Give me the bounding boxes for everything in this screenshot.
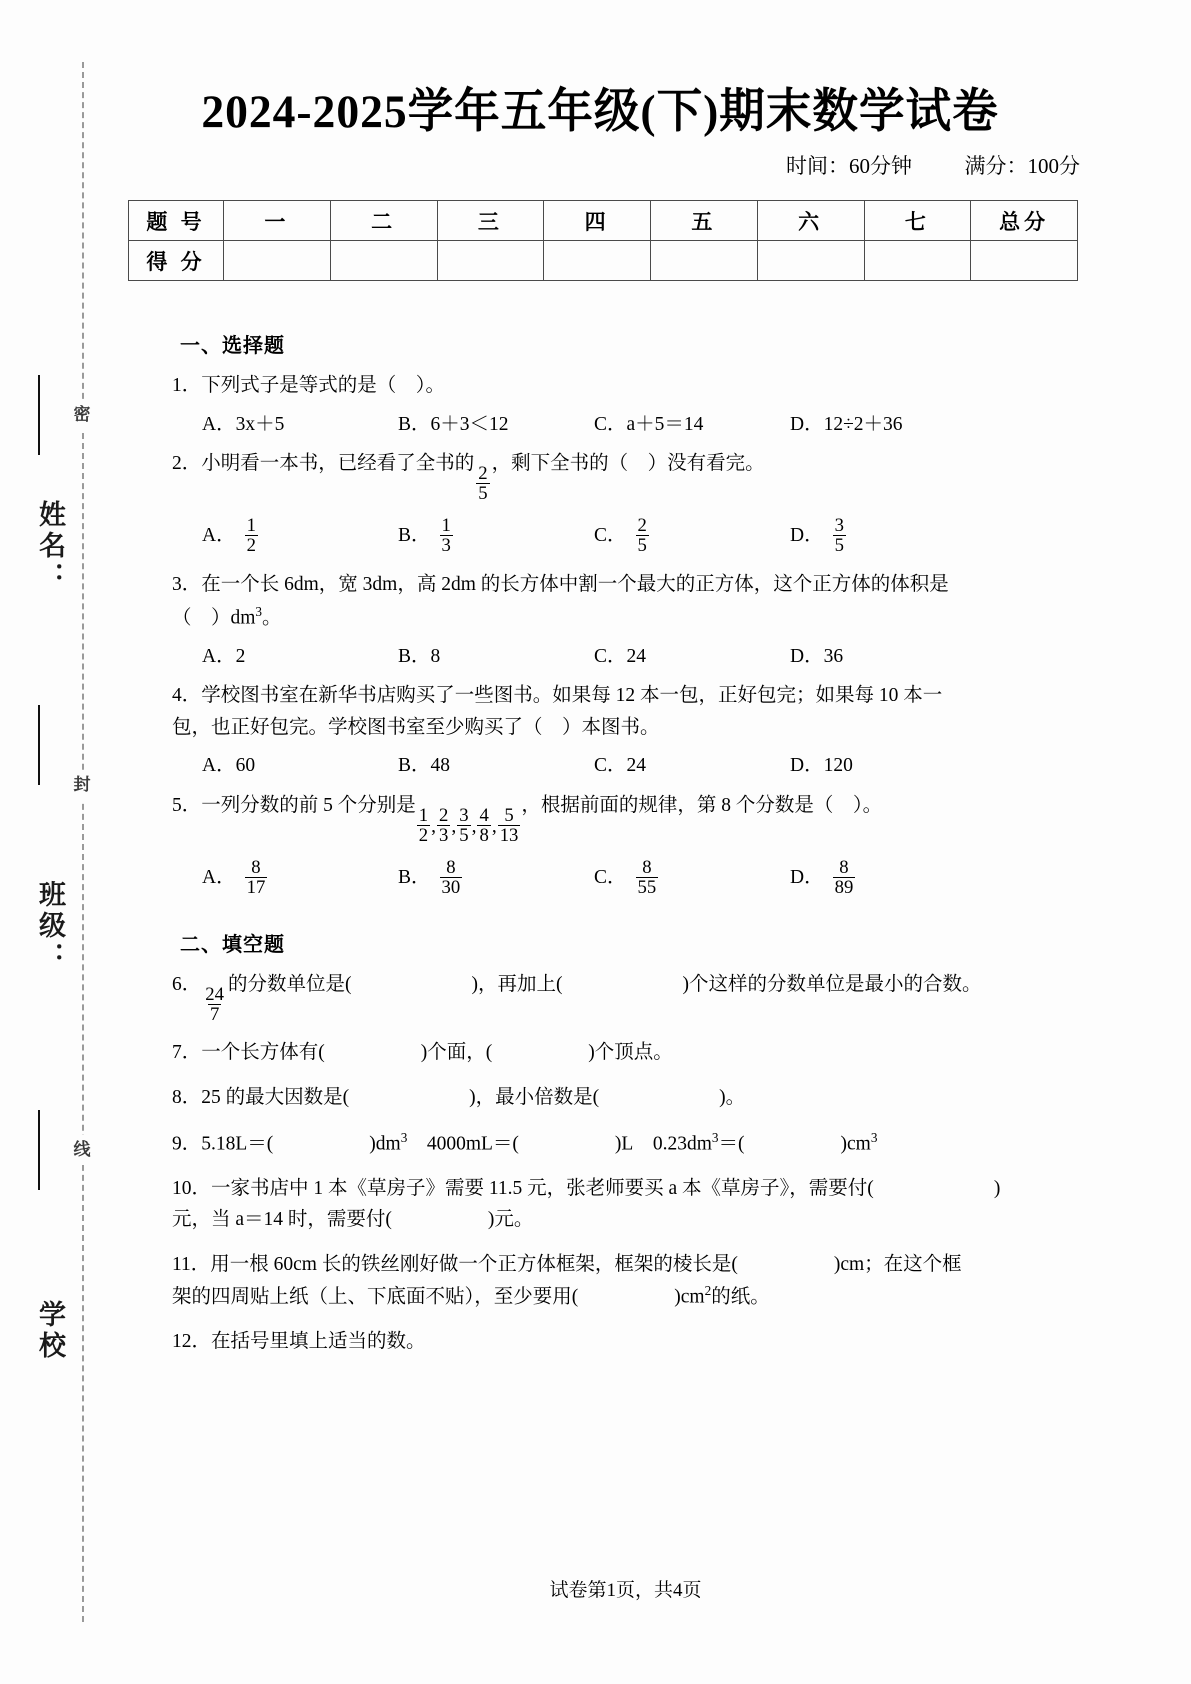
sealing-strip [0, 0, 120, 1684]
exam-meta [120, 150, 1088, 180]
question-5-options [202, 858, 1072, 897]
q9-exponent-2: 3 [711, 1129, 719, 1145]
q3-line-2 [172, 601, 1072, 634]
q2-option-a[interactable] [202, 516, 398, 555]
section-heading-choice: 一、选择题 [180, 335, 285, 357]
question-3-text [172, 569, 1072, 634]
q5-option-d[interactable] [790, 858, 986, 897]
q3-option-a[interactable]: A．2 [202, 645, 246, 667]
q9-exponent-3: 3 [870, 1129, 878, 1145]
q9-part-7: )cm [840, 1133, 871, 1155]
score-row-header-1: 题 号 [129, 201, 224, 241]
score-col-2: 二 [330, 201, 437, 241]
score-row-header-2: 得 分 [129, 241, 224, 281]
question-3-options [202, 647, 1072, 667]
q9-part-4: )L [614, 1133, 634, 1155]
score-col-4: 四 [544, 201, 651, 241]
q5-text-pre: 5．一列分数的前 5 个分别是 [172, 794, 416, 816]
q5-option-c-fraction: $\frac{8}{55}$ [637, 856, 657, 898]
score-col-3: 三 [437, 201, 544, 241]
q3-line-1: 3．在一个长 6dm，宽 3dm，高 2dm 的长方体中割一个最大的正方体，这个正方体的体积是 [172, 574, 949, 596]
seal-char-1: 密 [73, 405, 91, 424]
seal-word-feng [62, 770, 102, 800]
q3-unit-post: 。 [262, 607, 282, 629]
q6-fraction: $\frac{24}{7}$ [205, 984, 224, 1026]
question-12-text: 12．在括号里填上适当的数。 [172, 1331, 426, 1353]
score-col-6: 六 [757, 201, 864, 241]
q5-fraction-sequence: $\frac{1}{2}$ , $\frac{2}{3}$ , $\frac{3}{5}$ , $\frac{4}{8}$ , $\frac{5}{13}$ [418, 804, 519, 846]
score-col-5: 五 [651, 201, 758, 241]
q5-seq-item-2: $\frac{2}{3}$ [439, 804, 449, 846]
question-8-text [172, 1082, 1072, 1114]
seal-char-3: 线 [73, 1140, 91, 1159]
score-cell-1[interactable] [224, 241, 331, 281]
q11-line-1 [172, 1249, 1072, 1281]
q3-option-c[interactable]: C．24 [594, 645, 647, 667]
q4-line-2: 包，也正好包完。学校图书室至少购买了（ ）本图书。 [172, 716, 660, 738]
q2-option-b-label: B． [398, 524, 431, 546]
q2-fraction [476, 464, 489, 503]
q9-part-2: )dm [369, 1133, 401, 1155]
question-11-text [172, 1249, 1072, 1314]
q6-part-2: )，再加上( [471, 974, 563, 995]
score-cell-5[interactable] [651, 241, 758, 281]
q5-seq-item-3: $\frac{3}{5}$ [459, 804, 469, 846]
content-column [120, 0, 1131, 1684]
q1-option-d[interactable]: D．12÷2＋36 [790, 413, 903, 435]
q5-seq-item-5: $\frac{5}{13}$ [499, 804, 519, 846]
q11-part-5: 的纸。 [711, 1286, 770, 1308]
q11-part-3: 架的四周贴上纸（上、下底面不贴），至少要用( [172, 1286, 579, 1308]
score-cell-4[interactable] [544, 241, 651, 281]
question-body [172, 330, 1072, 1371]
q11-exponent: 2 [704, 1283, 712, 1299]
field-label-school: 学校 [35, 1300, 65, 1362]
q8-part-1: 8．25 的最大因数是( [172, 1087, 350, 1109]
score-cell-6[interactable] [757, 241, 864, 281]
q9-part-1: 9．5.18L＝( [172, 1133, 274, 1155]
q11-part-2: )cm；在这个框 [833, 1253, 962, 1275]
q3-option-b[interactable]: B．8 [398, 645, 441, 667]
question-6-text [172, 969, 1072, 1024]
q1-option-b[interactable]: B．6＋3＜12 [398, 413, 509, 435]
question-4-options [202, 756, 1072, 776]
class-rule-line [38, 705, 40, 785]
q1-option-c[interactable]: C．a＋5＝14 [594, 413, 704, 435]
q5-option-a-label: A． [202, 866, 236, 888]
question-2-text [172, 448, 1072, 503]
q2-frac-denominator: 5 [478, 482, 488, 504]
question-1-options [202, 415, 1072, 435]
q10-line-2 [172, 1204, 1072, 1236]
seal-char-2: 封 [73, 775, 91, 794]
q5-option-b-label: B． [398, 866, 431, 888]
q5-option-a[interactable] [202, 858, 398, 897]
q5-seq-item-1: $\frac{1}{2}$ [418, 804, 429, 846]
q2-frac-numerator: 2 [478, 462, 488, 484]
score-col-total: 总分 [971, 201, 1078, 241]
q10-line-1 [172, 1173, 1072, 1205]
q2-option-b-fraction: $\frac{1}{3}$ [441, 514, 451, 557]
q3-unit-exponent: 3 [255, 603, 263, 619]
score-col-7: 七 [864, 201, 971, 241]
q5-seq-item-4: $\frac{4}{8}$ [479, 804, 489, 846]
q2-option-d-label: D． [790, 524, 824, 546]
q5-option-d-fraction: $\frac{8}{89}$ [834, 856, 854, 898]
q11-part-4: )cm [674, 1286, 705, 1308]
q2-option-c[interactable] [594, 516, 790, 555]
seal-word-mi [62, 400, 102, 430]
q1-option-a[interactable]: A．3x＋5 [202, 413, 285, 435]
q11-line-2 [172, 1280, 1072, 1313]
q6-part-1: 的分数单位是( [227, 974, 352, 995]
seal-dashed-line [82, 62, 84, 1622]
question-1-text: 1．下列式子是等式的是（ ）。 [172, 375, 446, 396]
q9-exponent-1: 3 [400, 1129, 408, 1145]
q9-part-5: 0.23dm [652, 1133, 712, 1155]
q2-option-a-label: A． [202, 524, 236, 546]
q10-part-1: 10．一家书店中 1 本《草房子》需要 11.5 元，张老师要买 a 本《草房子》，需要付( [172, 1177, 874, 1199]
q2-option-c-fraction: $\frac{2}{5}$ [637, 514, 647, 557]
q5-option-d-label: D． [790, 866, 824, 888]
name-rule-line [38, 375, 40, 455]
field-label-class: 班级： [35, 880, 65, 973]
page-title: 2024-2025学年五年级(下)期末数学试卷 [201, 86, 999, 138]
question-7-text [172, 1037, 1072, 1069]
q7-part-2: )个面，( [420, 1042, 493, 1064]
q6-number: 6． [172, 974, 202, 995]
q10-part-4: )元。 [487, 1209, 534, 1231]
q4-option-d[interactable]: D．120 [790, 755, 853, 777]
score-col-1: 一 [224, 201, 331, 241]
page-footer: 试卷第1页，共4页 [549, 1580, 702, 1601]
q11-part-1: 11．用一根 60cm 长的铁丝刚好做一个正方体框架，框架的棱长是( [172, 1253, 738, 1275]
field-label-name: 姓名： [35, 500, 65, 593]
question-9-text [172, 1127, 1072, 1160]
q4-line-1: 4．学校图书室在新华书店购买了一些图书。如果每 12 本一包，正好包完；如果每 10 本一 [172, 685, 943, 707]
q2-text-post: ，剩下全书的（ ）没有看完。 [491, 453, 765, 475]
seal-word-xian [62, 1135, 102, 1165]
time-label: 时间：60分钟 [786, 154, 912, 178]
q5-option-c-label: C． [594, 866, 627, 888]
q3-unit-pre: （ ）dm [172, 607, 256, 629]
q2-option-d-fraction: $\frac{3}{5}$ [834, 514, 844, 557]
q8-part-2: )，最小倍数是( [469, 1087, 600, 1109]
q5-option-b[interactable] [398, 858, 594, 897]
q6-part-3: )个这样的分数单位是最小的合数。 [682, 974, 982, 995]
q4-option-a[interactable]: A．60 [202, 755, 256, 777]
school-rule-line [38, 1110, 40, 1190]
q9-part-3: 4000mL＝( [426, 1133, 519, 1155]
score-cell-2[interactable] [330, 241, 437, 281]
q2-option-c-label: C． [594, 524, 627, 546]
q3-option-d[interactable]: D．36 [790, 645, 844, 667]
q4-option-b[interactable]: B．48 [398, 755, 451, 777]
q8-part-3: )。 [719, 1087, 746, 1109]
q2-option-a-fraction: $\frac{1}{2}$ [246, 514, 256, 557]
q7-part-1: 7．一个长方体有( [172, 1042, 325, 1064]
question-2-options [202, 516, 1072, 555]
q2-option-d[interactable] [790, 516, 986, 555]
q5-option-a-fraction: $\frac{8}{17}$ [246, 856, 266, 898]
q10-part-3: 元，当 a＝14 时，需要付( [172, 1209, 392, 1231]
score-cell-total[interactable] [971, 241, 1078, 281]
score-table-header-row [129, 201, 1078, 241]
question-5-text [172, 790, 1072, 845]
q7-part-3: )个顶点。 [588, 1042, 673, 1064]
section-heading-fill: 二、填空题 [180, 934, 285, 956]
q4-option-c[interactable]: C．24 [594, 755, 647, 777]
question-4-text [172, 680, 1072, 743]
score-cell-7[interactable] [864, 241, 971, 281]
q5-option-b-fraction: $\frac{8}{30}$ [441, 856, 461, 898]
q2-option-b[interactable] [398, 516, 594, 555]
total-score-label: 满分：100分 [964, 154, 1080, 178]
score-table-value-row [129, 241, 1078, 281]
score-table [128, 200, 1078, 281]
score-cell-3[interactable] [437, 241, 544, 281]
q9-part-6: ＝( [718, 1133, 745, 1155]
q5-text-post: ，根据前面的规律，第 8 个分数是（ ）。 [521, 794, 883, 816]
q5-option-c[interactable] [594, 858, 790, 897]
q10-part-2: ) [993, 1177, 1001, 1199]
question-10-text [172, 1173, 1072, 1236]
q2-text-pre: 2．小明看一本书，已经看了全书的 [172, 453, 475, 475]
